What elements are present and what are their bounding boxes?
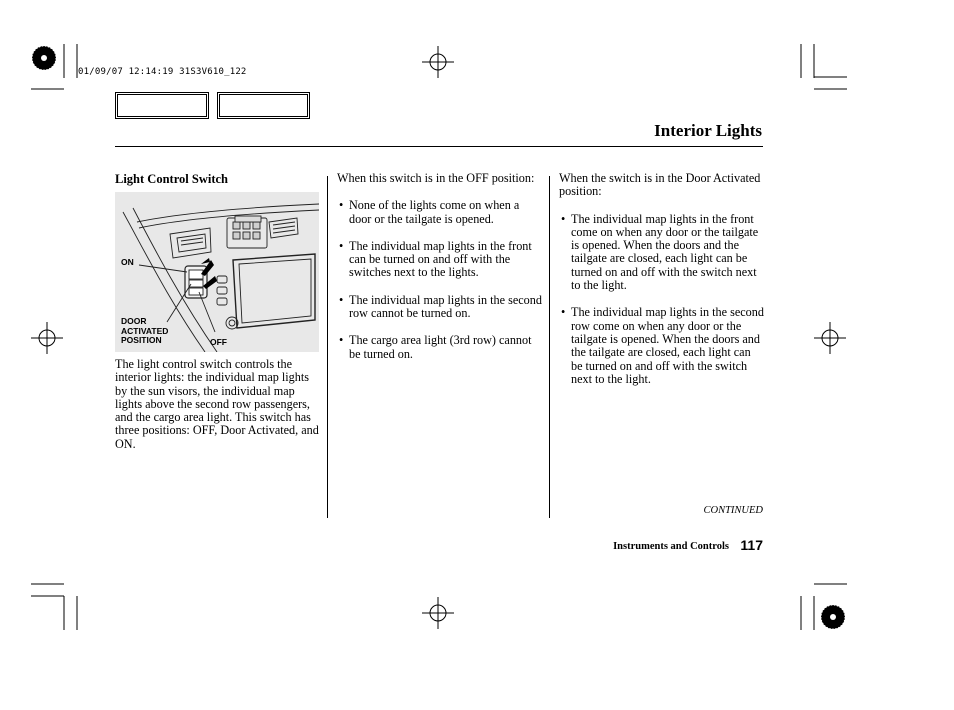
list-item: • The individual map lights in the front can be turned on and off with the switches next to the lights.	[337, 240, 543, 280]
label-on: ON	[121, 257, 134, 267]
middle-column	[337, 172, 543, 375]
page-title: Interior Lights	[654, 121, 762, 140]
door-activated-intro: When the switch is in the Door Activated position:	[559, 171, 761, 199]
right-column	[559, 172, 765, 400]
continued-note: CONTINUED	[703, 505, 763, 516]
title-rule	[115, 146, 763, 147]
section-footer: Instruments and Controls	[613, 541, 729, 552]
off-position-intro: When this switch is in the OFF position:	[337, 171, 535, 185]
tab-box-left	[115, 92, 209, 119]
list-item: • The cargo area light (3rd row) cannot be turned on.	[337, 334, 543, 361]
tab-box-right	[217, 92, 310, 119]
label-off: OFF	[210, 337, 227, 347]
off-position-list	[337, 199, 543, 361]
print-timestamp: 01/09/07 12:14:19 31S3V610_122	[78, 67, 247, 77]
left-column-paragraph: The light control switch controls the interior lights: the individual map lights by the sun visors, the individual map lights above the second row passengers, and the cargo area light. This switch has three positions: OFF, Door Activated, and ON.	[115, 357, 319, 451]
page-number: 117	[740, 537, 763, 553]
list-item: • The individual map lights in the second row cannot be turned on.	[337, 294, 543, 321]
light-control-switch-illustration	[115, 192, 319, 352]
section-heading: Light Control Switch	[115, 172, 228, 186]
column-divider-1	[327, 176, 328, 518]
list-item: • The individual map lights in the front come on when any door or the tailgate is opened. When the doors and the tailgate are closed, each light can be turned on and off with the switch next to the light.	[559, 213, 765, 293]
list-item: • None of the lights come on when a door or the tailgate is opened.	[337, 199, 543, 226]
label-door-activated-position: DOOR ACTIVATED POSITION	[121, 316, 169, 345]
column-divider-2	[549, 176, 550, 518]
list-item: • The individual map lights in the second row come on when any door or the tailgate is opened. When the doors and the tailgate are closed, each light can be turned on and off with the switch next to the light.	[559, 306, 765, 386]
door-activated-list	[559, 213, 765, 387]
